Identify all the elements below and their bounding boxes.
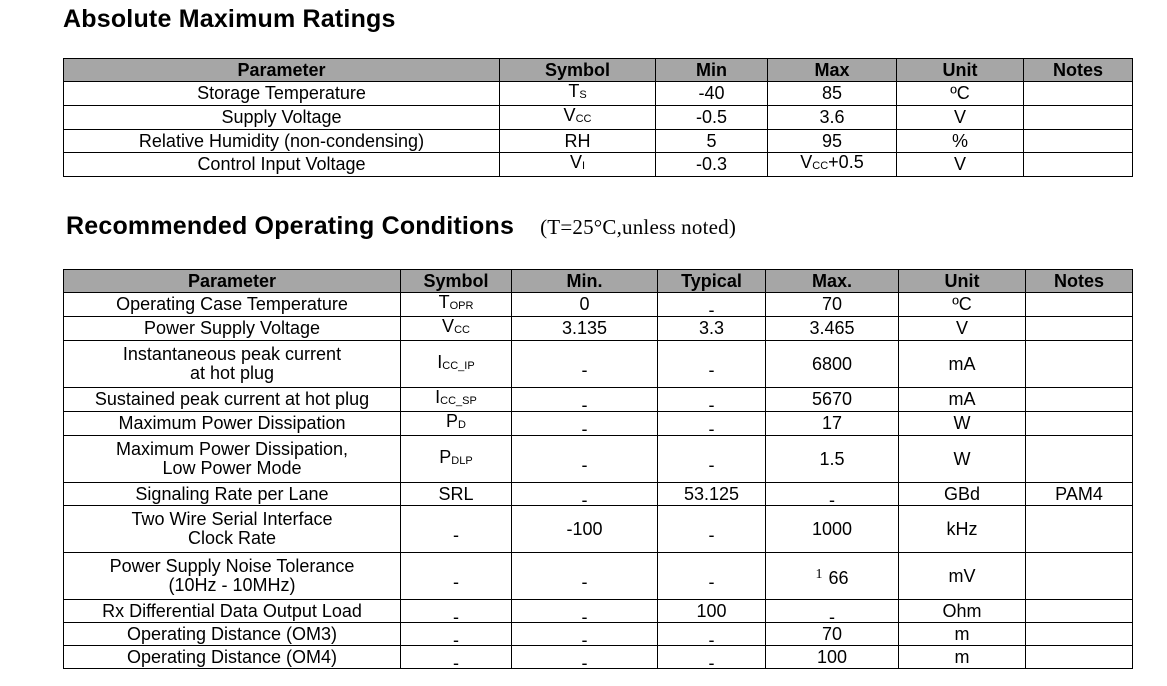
cell-parameter: Power Supply Noise Tolerance (10Hz - 10MHz): [64, 553, 401, 600]
cell-notes: [1024, 153, 1133, 177]
cell-typ: -: [658, 293, 766, 317]
cell-unit: kHz: [899, 506, 1026, 553]
cell-min: -: [512, 600, 658, 623]
table-row: [64, 317, 1133, 341]
cell-min: -: [512, 553, 658, 600]
cell-min: -: [512, 436, 658, 483]
cell-unit: m: [899, 646, 1026, 669]
cell-typ: -: [658, 553, 766, 600]
table-row: [64, 388, 1133, 412]
cell-notes: [1026, 436, 1133, 483]
cell-min: -: [512, 341, 658, 388]
cell-notes: [1026, 412, 1133, 436]
cell-min: 5: [656, 130, 768, 153]
rec-op-table: [63, 269, 1133, 673]
cell-min: -40: [656, 82, 768, 106]
cell-typ: 53.125: [658, 483, 766, 506]
cell-typ: -: [658, 388, 766, 412]
cell-max: 3.6: [768, 106, 897, 130]
cell-max: 5670: [766, 388, 899, 412]
cell-min: -: [512, 646, 658, 669]
cell-parameter: Maximum Power Dissipation, Low Power Mode: [64, 436, 401, 483]
cell-unit: %: [897, 130, 1024, 153]
cell-symbol: SRL: [401, 483, 512, 506]
cell-unit: V: [897, 106, 1024, 130]
cell-symbol: -: [401, 646, 512, 669]
table-header-row: [64, 59, 1133, 82]
cell-min: -: [512, 623, 658, 646]
header-symbol: Symbol: [401, 270, 512, 293]
cell-parameter: Operating Distance (OM3): [64, 623, 401, 646]
cell-notes: [1026, 600, 1133, 623]
cell-parameter: Relative Humidity (non-condensing): [64, 130, 500, 153]
cell-max: 95: [768, 130, 897, 153]
cell-symbol: -: [401, 506, 512, 553]
cell-notes: [1026, 646, 1133, 669]
cell-min: -: [512, 483, 658, 506]
cell-parameter: Control Input Voltage: [64, 153, 500, 177]
cell-typ: -: [658, 436, 766, 483]
rec-op-body: [64, 292, 1133, 673]
cell-min: -0.3: [656, 153, 768, 177]
cell-min: 3.135: [512, 317, 658, 341]
cell-symbol: $V_{CC}$: [500, 106, 656, 130]
cell-notes: [1026, 317, 1133, 341]
cell-max: 3.465: [766, 317, 899, 341]
cell-unit: Ohm: [899, 600, 1026, 623]
cell-min: -: [512, 412, 658, 436]
cell-symbol: $V_{CC}$: [401, 317, 512, 341]
cell-min: -: [512, 388, 658, 412]
table-row: [64, 153, 1133, 177]
table-row: [64, 412, 1133, 436]
table-row: [64, 600, 1133, 623]
cell-notes: [1024, 106, 1133, 130]
table-row: [64, 623, 1133, 646]
header-unit: Unit: [897, 59, 1024, 82]
table-row: [64, 553, 1133, 600]
cell-notes: [1026, 388, 1133, 412]
cell-unit: ºC: [897, 82, 1024, 106]
cell-symbol: RH: [500, 130, 656, 153]
cell-notes: [1026, 553, 1133, 600]
header-symbol: Symbol: [500, 59, 656, 82]
header-min: Min: [656, 59, 768, 82]
cell-symbol: -: [401, 600, 512, 623]
cell-min: -100: [512, 506, 658, 553]
cell-parameter: Operating Case Temperature: [64, 293, 401, 317]
cell-typ: -: [658, 506, 766, 553]
cell-parameter: Sustained peak current at hot plug: [64, 388, 401, 412]
header-max: Max: [768, 59, 897, 82]
cell-parameter: Maximum Power Dissipation: [64, 412, 401, 436]
cell-notes: [1026, 623, 1133, 646]
cell-unit: mA: [899, 388, 1026, 412]
header-parameter: Parameter: [64, 59, 500, 82]
cell-symbol: $T_{OPR}$: [401, 293, 512, 317]
cell-typ: -: [658, 623, 766, 646]
header-notes: Notes: [1026, 270, 1133, 293]
cell-max: 70: [766, 623, 899, 646]
cell-parameter: Rx Differential Data Output Load: [64, 600, 401, 623]
cell-symbol: $P_{DLP}$: [401, 436, 512, 483]
cell-unit: V: [897, 153, 1024, 177]
table-row: [64, 506, 1133, 553]
cell-symbol: $V_I$: [500, 153, 656, 177]
header-max: Max.: [766, 270, 899, 293]
header-notes: Notes: [1024, 59, 1133, 82]
header-typical: Typical: [658, 270, 766, 293]
cell-parameter: Storage Temperature: [64, 82, 500, 106]
cell-max: $^1$ 66: [766, 553, 899, 600]
table-row: [64, 106, 1133, 130]
cell-notes: [1026, 341, 1133, 388]
rec-op-subtitle: (T=25°C,unless noted): [540, 215, 737, 239]
cell-typ: -: [658, 646, 766, 669]
table-header-row: [64, 270, 1133, 293]
cell-typ: -: [658, 412, 766, 436]
rec-op-title: Recommended Operating Conditions (T=25°C,unless noted): [66, 212, 737, 240]
table-row: [64, 82, 1133, 106]
header-unit: Unit: [899, 270, 1026, 293]
abs-max-table: [63, 58, 1133, 177]
table-row: [64, 130, 1133, 153]
cell-typ: -: [658, 341, 766, 388]
table-row: [64, 341, 1133, 388]
cell-symbol: -: [401, 623, 512, 646]
cell-notes: [1024, 130, 1133, 153]
table-row: [64, 646, 1133, 669]
cell-min: -0.5: [656, 106, 768, 130]
abs-max-title: Absolute Maximum Ratings: [63, 5, 396, 33]
header-min: Min.: [512, 270, 658, 293]
header-parameter: Parameter: [64, 270, 401, 293]
cell-notes: PAM4: [1026, 483, 1133, 506]
cell-unit: m: [899, 623, 1026, 646]
cell-notes: [1024, 82, 1133, 106]
cell-symbol: $I_{CC\_SP}$: [401, 388, 512, 412]
cell-parameter: Two Wire Serial Interface Clock Rate: [64, 506, 401, 553]
cell-typ: 3.3: [658, 317, 766, 341]
cell-max: 1.5: [766, 436, 899, 483]
cell-min: 0: [512, 293, 658, 317]
table-row: [64, 293, 1133, 317]
cell-max: 70: [766, 293, 899, 317]
cell-max: 6800: [766, 341, 899, 388]
cell-max: -: [766, 600, 899, 623]
cell-unit: V: [899, 317, 1026, 341]
cell-unit: mA: [899, 341, 1026, 388]
cell-symbol: $I_{CC\_IP}$: [401, 341, 512, 388]
cell-parameter: Supply Voltage: [64, 106, 500, 130]
cell-notes: [1026, 506, 1133, 553]
cell-max: 100: [766, 646, 899, 669]
cell-max: 85: [768, 82, 897, 106]
table-row: [64, 483, 1133, 506]
cell-typ: 100: [658, 600, 766, 623]
cell-symbol: $P_D$: [401, 412, 512, 436]
cell-max: 17: [766, 412, 899, 436]
cell-unit: mV: [899, 553, 1026, 600]
cell-symbol: $T_S$: [500, 82, 656, 106]
cell-notes: [1026, 293, 1133, 317]
cell-max: -: [766, 483, 899, 506]
cell-parameter: Power Supply Voltage: [64, 317, 401, 341]
cell-max: $V_{CC}+0.5$: [768, 153, 897, 177]
cell-parameter: Operating Distance (OM4): [64, 646, 401, 669]
cell-unit: ºC: [899, 293, 1026, 317]
cell-max: 1000: [766, 506, 899, 553]
cell-unit: W: [899, 436, 1026, 483]
cell-parameter: Instantaneous peak current at hot plug: [64, 341, 401, 388]
cell-symbol: -: [401, 553, 512, 600]
cell-unit: W: [899, 412, 1026, 436]
table-row: [64, 436, 1133, 483]
cell-unit: GBd: [899, 483, 1026, 506]
cell-parameter: Signaling Rate per Lane: [64, 483, 401, 506]
